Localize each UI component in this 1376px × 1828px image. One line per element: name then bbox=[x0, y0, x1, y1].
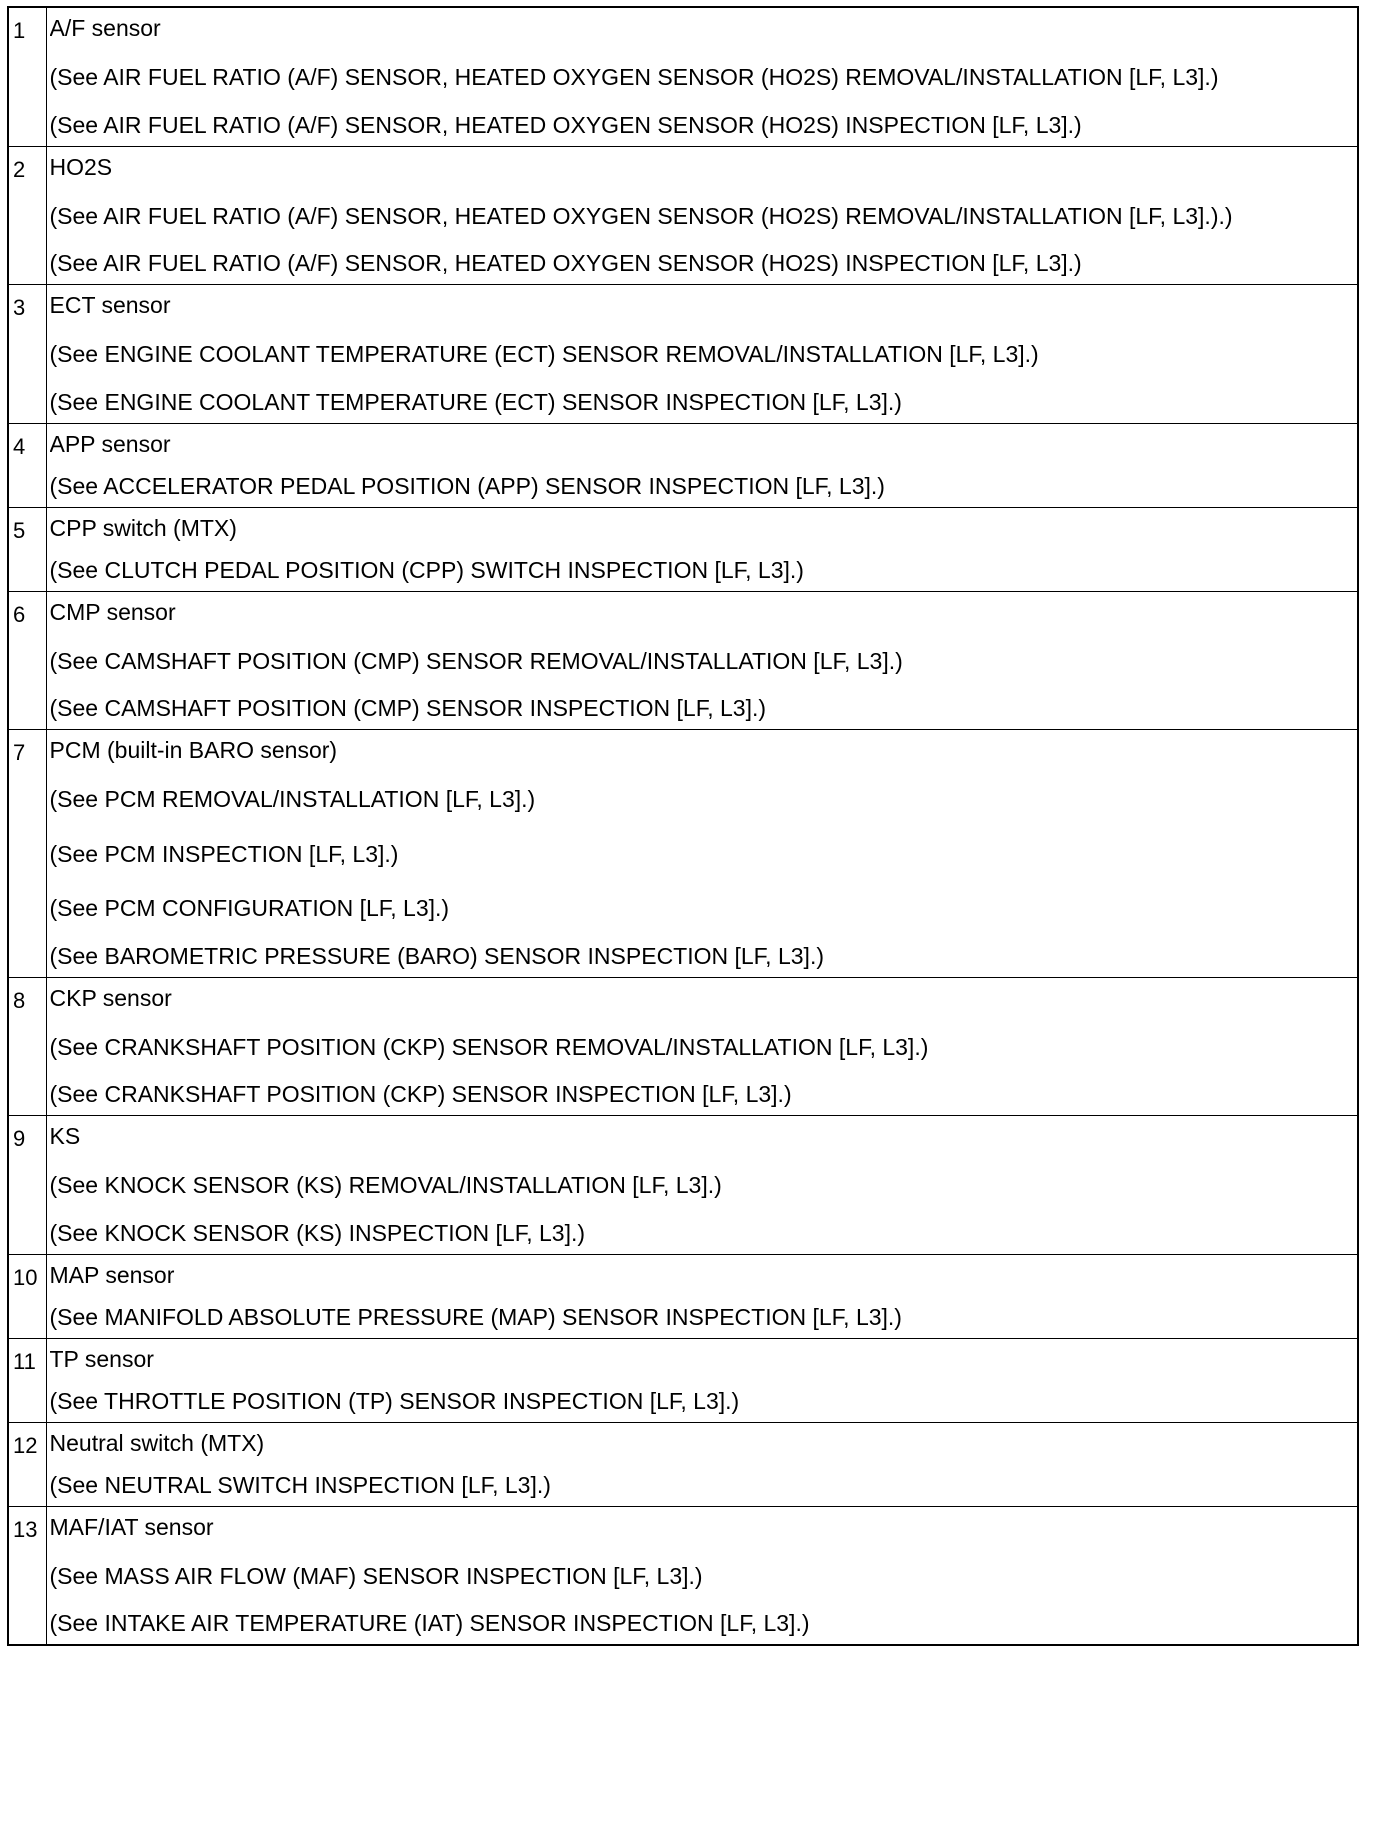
row-number: 2 bbox=[8, 146, 46, 285]
reference-line bbox=[50, 550, 1358, 591]
table-row bbox=[8, 1506, 1358, 1645]
component-name: MAF/IAT sensor bbox=[49, 1513, 214, 1540]
reference-line bbox=[50, 1158, 1358, 1213]
row-content bbox=[46, 285, 1358, 424]
component-name: ECT sensor bbox=[49, 292, 171, 318]
component-name: Neutral switch (MTX) bbox=[49, 1429, 265, 1456]
component-name: APP sensor bbox=[49, 430, 171, 457]
reference-link[interactable]: (See THROTTLE POSITION (TP) SENSOR INSPECTION [LF, L3].) bbox=[49, 1387, 740, 1414]
reference-link[interactable]: (See INTAKE AIR TEMPERATURE (IAT) SENSOR INSPECTION [LF, L3].) bbox=[49, 1610, 810, 1636]
reference-link[interactable]: (See AIR FUEL RATIO (A/F) SENSOR, HEATED OXYGEN SENSOR (HO2S) INSPECTION [LF, L3].) bbox=[49, 111, 1082, 138]
reference-line bbox=[50, 327, 1358, 382]
row-content bbox=[46, 7, 1358, 146]
reference-link[interactable]: (See KNOCK SENSOR (KS) REMOVAL/INSTALLATION [LF, L3].) bbox=[49, 1172, 722, 1198]
row-number: 4 bbox=[8, 423, 46, 507]
reference-link[interactable]: (See PCM INSPECTION [LF, L3].) bbox=[49, 840, 399, 867]
row-content bbox=[46, 1338, 1358, 1422]
row-content bbox=[46, 1422, 1358, 1506]
reference-line bbox=[50, 1603, 1358, 1644]
reference-line bbox=[50, 1020, 1358, 1075]
reference-link[interactable]: (See BAROMETRIC PRESSURE (BARO) SENSOR INSPECTION [LF, L3].) bbox=[49, 942, 824, 969]
component-name: HO2S bbox=[49, 153, 113, 180]
row-number: 8 bbox=[8, 977, 46, 1116]
reference-line bbox=[50, 1297, 1358, 1338]
reference-line bbox=[50, 189, 1358, 244]
row-content bbox=[46, 1506, 1358, 1645]
reference-line bbox=[50, 382, 1358, 423]
reference-line bbox=[50, 466, 1358, 507]
reference-link[interactable]: (See CRANKSHAFT POSITION (CKP) SENSOR REMOVAL/INSTALLATION [LF, L3].) bbox=[49, 1033, 929, 1060]
row-content bbox=[46, 977, 1358, 1116]
component-name: PCM (built-in BARO sensor) bbox=[49, 737, 338, 763]
table-row bbox=[8, 423, 1358, 507]
reference-line bbox=[50, 243, 1358, 284]
reference-line bbox=[50, 1549, 1358, 1604]
table-row bbox=[8, 1116, 1358, 1255]
reference-line bbox=[50, 1213, 1358, 1254]
component-name: CMP sensor bbox=[49, 598, 176, 625]
reference-link[interactable]: (See CRANKSHAFT POSITION (CKP) SENSOR INSPECTION [LF, L3].) bbox=[49, 1081, 792, 1107]
row-number: 9 bbox=[8, 1116, 46, 1255]
row-content bbox=[46, 591, 1358, 730]
row-number: 12 bbox=[8, 1422, 46, 1506]
row-content bbox=[46, 730, 1358, 978]
component-name: CKP sensor bbox=[49, 984, 172, 1011]
table-row bbox=[8, 507, 1358, 591]
row-number: 11 bbox=[8, 1338, 46, 1422]
component-name: A/F sensor bbox=[49, 15, 161, 41]
reference-link[interactable]: (See PCM REMOVAL/INSTALLATION [LF, L3].) bbox=[49, 786, 536, 812]
table-row bbox=[8, 7, 1358, 146]
row-content bbox=[46, 1116, 1358, 1255]
table-body bbox=[8, 7, 1358, 1645]
reference-line bbox=[50, 827, 1358, 882]
component-name: CPP switch (MTX) bbox=[49, 514, 237, 541]
row-number: 7 bbox=[8, 730, 46, 978]
reference-line bbox=[50, 1381, 1358, 1422]
row-number: 13 bbox=[8, 1506, 46, 1645]
reference-line bbox=[50, 772, 1358, 827]
reference-link[interactable]: (See NEUTRAL SWITCH INSPECTION [LF, L3].) bbox=[49, 1471, 551, 1498]
reference-line bbox=[50, 688, 1358, 729]
reference-link[interactable]: (See KNOCK SENSOR (KS) INSPECTION [LF, L3].) bbox=[49, 1219, 586, 1246]
row-number: 1 bbox=[8, 7, 46, 146]
reference-link[interactable]: (See MANIFOLD ABSOLUTE PRESSURE (MAP) SENSOR INSPECTION [LF, L3].) bbox=[49, 1303, 902, 1330]
reference-link[interactable]: (See AIR FUEL RATIO (A/F) SENSOR, HEATED OXYGEN SENSOR (HO2S) INSPECTION [LF, L3].) bbox=[49, 250, 1082, 276]
reference-link[interactable]: (See PCM CONFIGURATION [LF, L3].) bbox=[49, 895, 450, 921]
component-reference-table bbox=[7, 6, 1359, 1646]
row-number: 6 bbox=[8, 591, 46, 730]
table-row bbox=[8, 146, 1358, 285]
table-row bbox=[8, 1422, 1358, 1506]
component-name: KS bbox=[49, 1123, 81, 1149]
reference-link[interactable]: (See MASS AIR FLOW (MAF) SENSOR INSPECTION [LF, L3].) bbox=[49, 1562, 703, 1589]
table-row bbox=[8, 730, 1358, 978]
row-content bbox=[46, 1254, 1358, 1338]
reference-link[interactable]: (See CAMSHAFT POSITION (CMP) SENSOR REMOVAL/INSTALLATION [LF, L3].) bbox=[49, 647, 903, 674]
table-row bbox=[8, 1338, 1358, 1422]
row-content bbox=[46, 146, 1358, 285]
table-row bbox=[8, 591, 1358, 730]
reference-line bbox=[50, 634, 1358, 689]
reference-line bbox=[50, 50, 1358, 105]
reference-line bbox=[50, 881, 1358, 936]
reference-link[interactable]: (See AIR FUEL RATIO (A/F) SENSOR, HEATED OXYGEN SENSOR (HO2S) REMOVAL/INSTALLATION [LF, L3].).) bbox=[49, 202, 1233, 229]
table-row bbox=[8, 1254, 1358, 1338]
table-row bbox=[8, 977, 1358, 1116]
row-number: 3 bbox=[8, 285, 46, 424]
row-number: 10 bbox=[8, 1254, 46, 1338]
reference-line bbox=[50, 936, 1358, 977]
row-content bbox=[46, 507, 1358, 591]
reference-link[interactable]: (See ACCELERATOR PEDAL POSITION (APP) SENSOR INSPECTION [LF, L3].) bbox=[49, 472, 885, 499]
table-row bbox=[8, 285, 1358, 424]
row-content bbox=[46, 423, 1358, 507]
component-name: TP sensor bbox=[49, 1345, 154, 1372]
reference-line bbox=[50, 1074, 1358, 1115]
reference-line bbox=[50, 1465, 1358, 1506]
reference-link[interactable]: (See ENGINE COOLANT TEMPERATURE (ECT) SENSOR INSPECTION [LF, L3].) bbox=[49, 388, 902, 415]
reference-line bbox=[50, 105, 1358, 146]
reference-link[interactable]: (See CLUTCH PEDAL POSITION (CPP) SWITCH INSPECTION [LF, L3].) bbox=[49, 556, 804, 583]
reference-link[interactable]: (See CAMSHAFT POSITION (CMP) SENSOR INSPECTION [LF, L3].) bbox=[49, 695, 767, 721]
row-number: 5 bbox=[8, 507, 46, 591]
reference-link[interactable]: (See AIR FUEL RATIO (A/F) SENSOR, HEATED OXYGEN SENSOR (HO2S) REMOVAL/INSTALLATION [LF, L3].) bbox=[49, 64, 1219, 90]
reference-link[interactable]: (See ENGINE COOLANT TEMPERATURE (ECT) SENSOR REMOVAL/INSTALLATION [LF, L3].) bbox=[49, 341, 1039, 367]
component-name: MAP sensor bbox=[49, 1261, 175, 1288]
